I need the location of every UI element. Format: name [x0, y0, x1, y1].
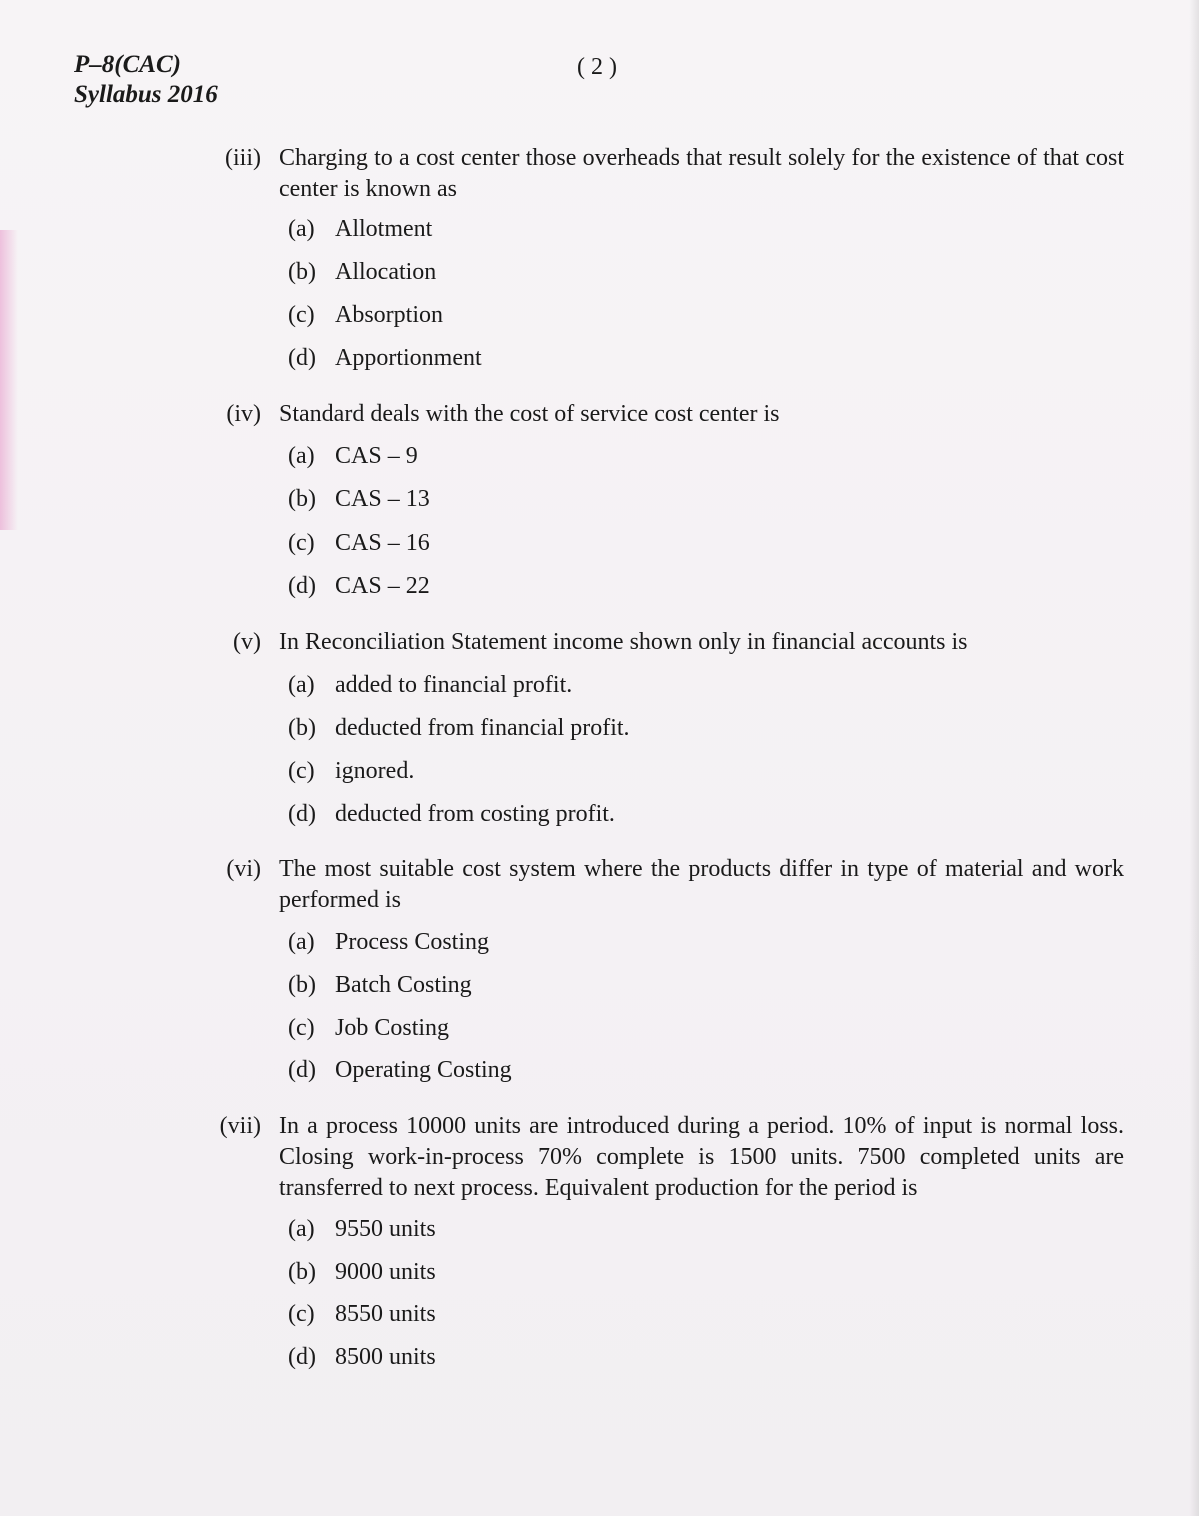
- option-label: (b): [288, 259, 316, 285]
- option-label: (d): [288, 573, 316, 599]
- paper-edge-shadow: [1189, 0, 1199, 1516]
- option-label: (d): [288, 1057, 316, 1083]
- option-label: (b): [288, 972, 316, 998]
- option: [288, 343, 482, 374]
- page-number: ( 2 ): [577, 54, 617, 80]
- option: [288, 300, 443, 331]
- question-text: The most suitable cost system where the products differ in type of material and work performed is: [279, 856, 1124, 913]
- option-text: Apportionment: [335, 345, 482, 371]
- question-number: (vi): [226, 856, 261, 882]
- option-label: (b): [288, 1259, 316, 1285]
- option: [288, 799, 615, 830]
- option: [288, 571, 430, 602]
- question-number: (iii): [225, 145, 261, 171]
- question-number: (vii): [219, 1113, 261, 1139]
- paper-stain: [0, 230, 18, 530]
- option-text: Operating Costing: [335, 1057, 512, 1083]
- option: [288, 441, 418, 472]
- option: [288, 670, 572, 701]
- option-text: Job Costing: [335, 1015, 450, 1041]
- option-text: deducted from costing profit.: [335, 801, 615, 827]
- question-text: Standard deals with the cost of service cost center is: [279, 401, 780, 427]
- option-text: Batch Costing: [335, 972, 472, 998]
- option-label: (a): [288, 443, 315, 469]
- option-text: ignored.: [335, 758, 415, 784]
- question-text: In a process 10000 units are introduced during a period. 10% of input is normal loss. Closing work-in-process 70% complete is 1500 units. 7500 completed units are transferred to next process. Equivalent production for the period is: [279, 1113, 1124, 1201]
- paper-header: [74, 50, 218, 110]
- option: [288, 927, 489, 958]
- option: [288, 214, 432, 245]
- option-text: 9000 units: [335, 1259, 436, 1285]
- option-text: CAS – 16: [335, 530, 430, 556]
- option-label: (d): [288, 345, 316, 371]
- option-text: CAS – 9: [335, 443, 418, 469]
- option-label: (c): [288, 1015, 315, 1041]
- option: [288, 257, 436, 288]
- option-text: 8550 units: [335, 1301, 436, 1327]
- option-label: (d): [288, 1344, 316, 1370]
- option-label: (d): [288, 801, 316, 827]
- option-text: Allocation: [335, 259, 437, 285]
- option-label: (c): [288, 302, 315, 328]
- option: [288, 484, 430, 515]
- option: [288, 1257, 436, 1288]
- option-text: Process Costing: [335, 929, 490, 955]
- option-label: (b): [288, 486, 316, 512]
- option-text: 8500 units: [335, 1344, 436, 1370]
- option-label: (a): [288, 929, 315, 955]
- option-label: (c): [288, 530, 315, 556]
- option-label: (b): [288, 715, 316, 741]
- option-text: Allotment: [335, 216, 433, 242]
- syllabus-year: Syllabus 2016: [74, 81, 218, 108]
- option: [288, 1342, 436, 1373]
- paper-code: P–8(CAC): [74, 51, 181, 78]
- option: [288, 970, 472, 1001]
- option-label: (a): [288, 672, 315, 698]
- option: [288, 528, 430, 559]
- question-number: (v): [233, 629, 261, 655]
- question-text: In Reconciliation Statement income shown only in financial accounts is: [279, 629, 968, 655]
- option: [288, 756, 414, 787]
- option-label: (a): [288, 1216, 315, 1242]
- option-label: (a): [288, 216, 315, 242]
- option: [288, 713, 630, 744]
- option-text: 9550 units: [335, 1216, 436, 1242]
- option-text: Absorption: [335, 302, 443, 328]
- option: [288, 1013, 449, 1044]
- option: [288, 1299, 436, 1330]
- option-text: added to financial profit.: [335, 672, 573, 698]
- option-label: (c): [288, 1301, 315, 1327]
- option: [288, 1055, 512, 1086]
- option-label: (c): [288, 758, 315, 784]
- option: [288, 1214, 436, 1245]
- question-number: (iv): [226, 401, 261, 427]
- option-text: CAS – 22: [335, 573, 430, 599]
- option-text: CAS – 13: [335, 486, 430, 512]
- option-text: deducted from financial profit.: [335, 715, 630, 741]
- question-text: Charging to a cost center those overheads that result solely for the existence of that cost center is known as: [279, 145, 1124, 202]
